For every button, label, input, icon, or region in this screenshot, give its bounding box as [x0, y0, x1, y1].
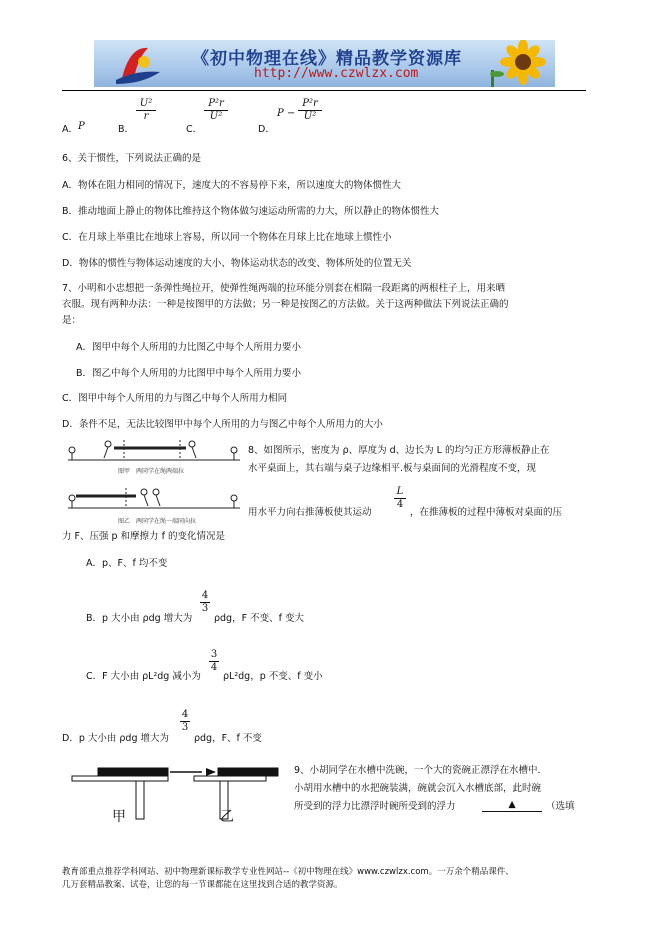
q7-stem-line2: 衣服。现有两种办法：一种是按图甲的方法做；另一种是按图乙的方法做。关于这两种做法下列说法正确的 [62, 299, 509, 310]
q6-option-d: D．物体的惯性与物体运动速度的大小、物体运动状态的改变、物体所处的位置无关 [62, 258, 412, 269]
q7-option-c: C．图甲中每个人所用的力与图乙中每个人所用力相同 [62, 393, 288, 404]
q8-option-b-pre: B．p 大小由 ρdg 增大为 [86, 613, 193, 624]
q9-line3-post: （选填 [546, 801, 575, 812]
q5-option-b-denominator: r [143, 111, 149, 122]
q8-option-b-denominator: 3 [201, 603, 209, 614]
q7-fig-jia-caption: 图甲 两同学在绳两端拉 [118, 468, 185, 475]
q8-fraction-l-over-4 [394, 486, 406, 511]
q6-stem: 6、关于惯性，下列说法正确的是 [62, 153, 202, 164]
q7-option-a: A．图甲中每个人所用的力比图乙中每个人所用力要小 [76, 342, 301, 353]
q8-option-d-pre: D．p 大小由 ρdg 增大为 [62, 733, 169, 744]
q7-option-b: B．图乙中每个人所用的力比图甲中每个人所用力要小 [76, 368, 302, 379]
q7-stem-line1: 7、小明和小忠想把一条弹性绳拉开，使弹性绳两端的拉环能分别套在相隔一段距离的两根柱子上，用来晒 [62, 283, 506, 294]
q5-option-c-numerator: P²r [208, 98, 224, 109]
footer-line2: 几万套精品教案、试卷，让您的每一节课都能在这里找到合适的教学资源。 [62, 880, 343, 890]
q5-option-b-numerator: U² [139, 98, 153, 109]
site-url[interactable]: http://www.czwlzx.com [254, 66, 419, 81]
q9-line2: 小胡用水槽中的水把碗装满，碗就会沉入水槽底部，此时碗 [294, 783, 542, 794]
q8-option-b-post: ρdg，F 不变、f 变大 [214, 613, 304, 624]
site-logo-icon [108, 40, 168, 87]
q5-option-b-label: B． [118, 124, 135, 135]
q6-option-b: B．推动地面上静止的物体比维持这个物体做匀速运动所需的力大，所以静止的物体惯性大 [62, 206, 440, 217]
q8-line1: 8、如图所示，密度为 ρ、厚度为 d、边长为 L 的均匀正方形薄板静止在 [248, 445, 550, 456]
q8-option-c-pre: C．F 大小由 ρL²dg 减小为 [86, 671, 201, 682]
q8-option-a: A．p、F、f 均不变 [86, 558, 168, 569]
q8-option-d-numerator: 4 [181, 709, 189, 720]
q9-line3-pre: 所受到的浮力比漂浮时碗所受到的浮力 [294, 801, 456, 812]
footer-line1: 教育部重点推荐学科网站、初中物理新课标教学专业性网站--《初中物理在线》www.czwlzx.com。一万余个精品课件、 [62, 867, 514, 877]
q8-option-c-denominator: 4 [210, 662, 218, 673]
q7-figure [66, 436, 242, 530]
sunflower-icon [485, 40, 555, 87]
blank-triangle-icon: ▲ [508, 799, 516, 810]
q5-option-c-fraction [204, 98, 228, 123]
q8-line2: 水平桌面上，其右端与桌子边缘相平.板与桌面间的光滑程度不变，现 [248, 463, 537, 474]
q5-option-b-fraction [136, 98, 156, 123]
q6-option-c: C．在月球上举重比在地球上容易，所以同一个物体在月球上比在地球上惯性小 [62, 232, 392, 243]
q9-line1: 9、小胡同学在水槽中洗碗，一个大的瓷碗正漂浮在水槽中． [294, 765, 548, 776]
q7-stem-line3: 是： [62, 315, 82, 326]
header-rule [62, 90, 586, 91]
q8-line3-post: ，在推薄板的过程中薄板对桌面的压 [410, 507, 563, 518]
q5-option-a-label: A． [62, 124, 78, 135]
q5-option-c-label: C． [186, 124, 203, 135]
q5-option-d-numerator: P²r [302, 98, 318, 109]
q8-option-d-denominator: 3 [181, 722, 189, 733]
q8-fraction-denominator: 4 [396, 499, 404, 510]
site-title: 《初中物理在线》精品教学资源库 [192, 49, 462, 69]
q7-fig-yi-caption: 图乙 两同学在绳一端同向拉 [118, 518, 197, 525]
q5-option-d-fraction [298, 98, 322, 123]
q5-option-d-denominator: U² [303, 111, 317, 122]
q8-figure [70, 760, 280, 830]
q8-fig-yi-label: 乙 [220, 809, 234, 825]
q5-option-d-label: D． [258, 124, 275, 135]
header-banner [94, 40, 555, 87]
q8-fraction-numerator: L [396, 486, 404, 497]
q8-option-c-post: ρL²dg，p 不变、f 变小 [223, 671, 323, 682]
q8-option-d-fraction [180, 709, 190, 734]
q8-line3-pre: 用水平力向右推薄板使其运动 [248, 507, 372, 518]
q8-line4: 力 F、压强 p 和摩擦力 f 的变化情况是 [62, 531, 225, 542]
q8-option-d-post: ρdg，F、f 不变 [194, 733, 262, 744]
q9-answer-blank[interactable] [482, 798, 542, 812]
q5-option-d-prefix: P − [277, 108, 296, 119]
plate-on-table-diagram [70, 760, 280, 830]
q8-option-c-fraction [209, 649, 219, 674]
q5-option-c-denominator: U² [209, 111, 223, 122]
q8-option-b-fraction [200, 590, 210, 615]
q7-option-d: D．条件不足，无法比较图甲中每个人所用的力与图乙中每个人所用力的大小 [62, 419, 383, 430]
q5-option-a-expr: P [78, 121, 85, 132]
q8-option-c-numerator: 3 [210, 649, 218, 660]
q8-option-b-numerator: 4 [201, 590, 209, 601]
q6-option-a: A．物体在阻力相同的情况下，速度大的不容易停下来，所以速度大的物体惯性大 [62, 180, 401, 191]
q8-fig-jia-label: 甲 [112, 809, 126, 825]
